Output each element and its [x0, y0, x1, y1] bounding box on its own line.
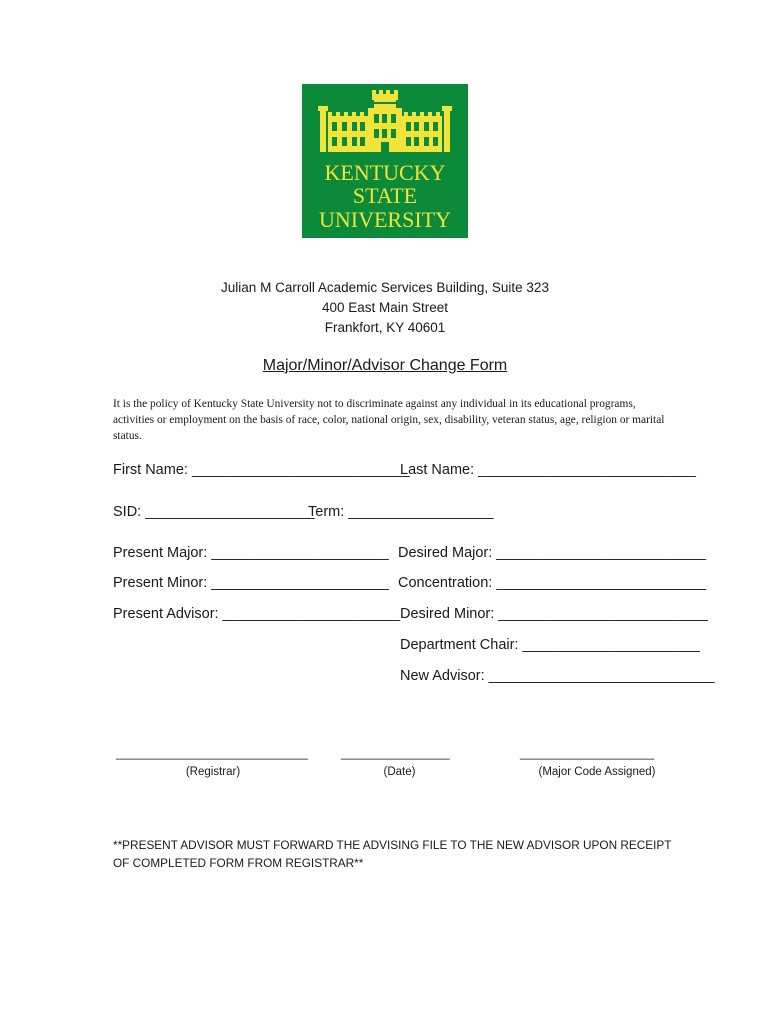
form-title: Major/Minor/Advisor Change Form	[262, 357, 508, 374]
major-code-label: (Major Code Assigned)	[538, 766, 656, 778]
present-major-field[interactable]: Present Major: ______________________	[113, 545, 389, 561]
department-chair-field[interactable]: Department Chair: ______________________	[400, 637, 700, 653]
address-line-1: Julian M Carroll Academic Services Building, Suite 323	[221, 280, 549, 295]
new-advisor-field[interactable]: New Advisor: ____________________________	[400, 668, 715, 684]
logo-line-1: KENTUCKY	[324, 160, 446, 185]
advisor-notice	[113, 836, 713, 872]
desired-major-field[interactable]: Desired Major: __________________________	[398, 545, 706, 561]
address-block	[0, 278, 770, 338]
logo-line-2: STATE	[352, 183, 418, 208]
address-line-3: Frankfort, KY 40601	[324, 320, 446, 335]
present-advisor-field[interactable]: Present Advisor: ______________________	[113, 606, 401, 622]
policy-statement: It is the policy of Kentucky State University not to discriminate against any individual in its educational programs, activities or employment on the basis of race, color, national origin, sex, disability, veteran status, age, religion or marital status.	[113, 398, 665, 442]
date-label: (Date)	[383, 766, 416, 778]
present-minor-field[interactable]: Present Minor: ______________________	[113, 575, 389, 591]
last-name-field[interactable]: Last Name: ___________________________	[400, 462, 696, 478]
major-code-line[interactable]: _____________________	[520, 748, 655, 760]
desired-minor-field[interactable]: Desired Minor: __________________________	[400, 606, 708, 622]
sid-field[interactable]: SID: _____________________	[113, 504, 315, 520]
university-logo	[302, 84, 468, 238]
notice-line-1: **PRESENT ADVISOR MUST FORWARD THE ADVISING FILE TO THE NEW ADVISOR UPON RECEIPT	[113, 838, 672, 852]
registrar-signature-line[interactable]: ______________________________	[116, 748, 308, 760]
building-icon	[302, 84, 468, 238]
address-line-2: 400 East Main Street	[321, 300, 449, 315]
notice-line-2: OF COMPLETED FORM FROM REGISTRAR**	[113, 856, 364, 870]
logo-line-3: UNIVERSITY	[319, 207, 451, 232]
term-field[interactable]: Term: __________________	[308, 504, 494, 520]
registrar-label: (Registrar)	[185, 766, 241, 778]
date-signature-line[interactable]: _________________	[341, 748, 450, 760]
concentration-field[interactable]: Concentration: __________________________	[398, 575, 707, 591]
first-name-field[interactable]: First Name: ___________________________	[113, 462, 410, 478]
form-title-container	[0, 357, 770, 375]
